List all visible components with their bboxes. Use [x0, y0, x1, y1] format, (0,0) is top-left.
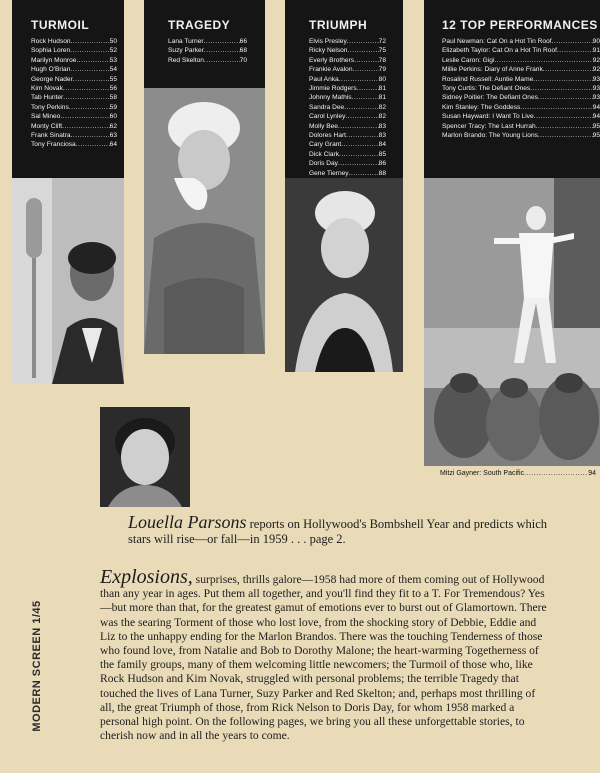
item-page: 91 [592, 47, 600, 55]
item-page: 50 [109, 38, 117, 45]
item-page: 93 [592, 75, 600, 83]
list-item [309, 65, 386, 74]
intro-paragraph [128, 512, 548, 547]
item-name: Sidney Poitier: The Defiant Ones [442, 94, 538, 102]
list-item [309, 159, 386, 168]
leader-dots [76, 56, 109, 65]
item-page: 66 [239, 38, 247, 45]
item-page: 53 [109, 56, 117, 64]
leader-dots [538, 131, 593, 140]
leader-dots [530, 84, 592, 93]
item-name: Jimmie Rodgers [309, 85, 357, 93]
turmoil-panel [12, 0, 124, 178]
item-page: 56 [109, 85, 117, 93]
item-page: 94 [592, 113, 600, 121]
item-name: Kim Novak [31, 85, 63, 93]
item-page: 78 [378, 56, 386, 64]
photo-woman-handkerchief [144, 88, 265, 354]
item-page: 82 [378, 113, 386, 121]
item-page: 63 [109, 132, 117, 140]
article-lead: Explosions, [100, 566, 193, 588]
item-page: 72 [378, 38, 386, 45]
item-page: 79 [378, 66, 386, 74]
leader-dots [344, 103, 378, 112]
list-item [309, 84, 386, 93]
item-page: 85 [378, 150, 386, 158]
item-name: Doris Day [309, 160, 338, 168]
leader-dots [557, 46, 593, 55]
list-item [442, 122, 600, 131]
stage-photo-caption [440, 470, 596, 477]
item-name: Ricky Nelson [309, 47, 348, 55]
item-name: Millie Perkins: Diary of Anne Frank [442, 66, 543, 74]
item-name: Paul Newman: Cat On a Hot Tin Roof [442, 38, 552, 45]
leader-dots [534, 112, 593, 121]
item-name: Carol Lynley [309, 113, 346, 121]
leader-dots [347, 37, 379, 46]
leader-dots [538, 93, 593, 102]
item-name: Dolores Hart [309, 132, 347, 140]
list-item [31, 65, 117, 74]
list-item [31, 75, 117, 84]
item-name: Elvis Presley [309, 38, 347, 45]
item-page: 81 [378, 94, 386, 102]
list-item [309, 122, 386, 131]
item-page: 64 [109, 141, 117, 149]
performances-panel [424, 0, 600, 178]
leader-dots [341, 140, 378, 149]
leader-dots [338, 159, 379, 168]
item-page: 83 [378, 122, 386, 130]
item-page: 92 [592, 66, 600, 74]
tragedy-panel [144, 0, 265, 88]
list-item [442, 93, 600, 102]
item-name: Johnny Mathis [309, 94, 352, 102]
item-name: Leslie Caron: Gigi [442, 56, 495, 64]
leader-dots [69, 103, 110, 112]
list-item [31, 37, 117, 46]
item-page: 55 [109, 75, 117, 83]
photo-smiling-woman [285, 178, 403, 372]
item-page: 95 [592, 122, 600, 130]
leader-dots [60, 112, 109, 121]
list-item [442, 37, 600, 46]
list-item [442, 103, 600, 112]
list-item [309, 131, 386, 140]
list-item [309, 112, 386, 121]
item-name: George Nader [31, 75, 73, 83]
item-name: Monty Clift [31, 122, 63, 130]
item-name: Frank Sinatra [31, 132, 71, 140]
item-name: Rock Hudson [31, 38, 71, 45]
tragedy-title: TRAGEDY [168, 18, 231, 32]
item-name: Frankie Avalon [309, 66, 353, 74]
item-page: 93 [592, 94, 600, 102]
list-item [309, 103, 386, 112]
item-page: 75 [378, 47, 386, 55]
item-page: 86 [378, 160, 386, 168]
item-name: Tony Perkins [31, 103, 69, 111]
photo-louella-parsons [100, 407, 190, 507]
photo-stage-performer [424, 178, 600, 466]
list-item [442, 131, 600, 140]
list-item [309, 46, 386, 55]
list-item [31, 112, 117, 121]
leader-dots [543, 65, 593, 74]
item-name: Elizabeth Taylor: Cat On a Hot Tin Roof [442, 47, 557, 55]
intro-lead: Louella Parsons [128, 512, 247, 532]
leader-dots [357, 84, 379, 93]
article-body [100, 566, 550, 743]
item-page: 58 [109, 94, 117, 102]
leader-dots [349, 169, 379, 178]
turmoil-title: TURMOIL [31, 18, 90, 32]
list-item [309, 37, 386, 46]
item-name: Sandra Dee [309, 103, 345, 111]
list-item [31, 131, 117, 140]
list-item [309, 150, 386, 159]
item-page: 60 [109, 113, 117, 121]
triumph-panel [285, 0, 403, 178]
list-item [309, 93, 386, 102]
leader-dots [62, 122, 110, 131]
list-item [168, 37, 247, 46]
list-item [309, 140, 386, 149]
list-item [31, 140, 117, 149]
item-page: 52 [109, 47, 117, 55]
item-page: 68 [239, 47, 247, 55]
photo-singer-microphone [12, 178, 124, 384]
list-item [442, 46, 600, 55]
item-name: Dick Clark [309, 150, 340, 158]
item-name: Rosalind Russell: Auntie Mame [442, 75, 534, 83]
leader-dots [204, 46, 240, 55]
item-name: Lana Turner [168, 38, 204, 45]
item-name: Everly Brothers [309, 56, 355, 64]
leader-dots [533, 75, 592, 84]
caption-leader-dots [524, 470, 588, 477]
list-item [442, 75, 600, 84]
leader-dots [63, 84, 110, 93]
item-page: 95 [592, 132, 600, 140]
item-page: 93 [592, 85, 600, 93]
item-page: 81 [378, 85, 386, 93]
leader-dots [353, 65, 379, 74]
item-page: 80 [378, 75, 386, 83]
triumph-title: TRIUMPH [309, 18, 368, 32]
item-name: Suzy Parker [168, 47, 204, 55]
leader-dots [345, 112, 378, 121]
list-item [442, 84, 600, 93]
item-page: 88 [378, 169, 386, 177]
item-page: 92 [592, 56, 600, 64]
side-masthead-text: MODERN SCREEN 1/45 [31, 600, 43, 732]
list-item [31, 93, 117, 102]
item-name: Gene Tierney [309, 169, 349, 177]
caption-page: 94 [588, 470, 596, 477]
item-name: Hugh O'Brian [31, 66, 71, 74]
performances-title: 12 TOP PERFORMANCES [442, 18, 598, 32]
leader-dots [204, 56, 240, 65]
performances-list [442, 37, 600, 140]
list-item [309, 56, 386, 65]
leader-dots [536, 122, 593, 131]
item-name: Red Skelton [168, 56, 204, 64]
item-page: 59 [109, 103, 117, 111]
item-name: Paul Anka [309, 75, 339, 83]
item-page: 70 [239, 56, 247, 64]
leader-dots [63, 93, 109, 102]
leader-dots [70, 46, 109, 55]
item-name: Marlon Brando: The Young Lions [442, 132, 538, 140]
list-item [442, 112, 600, 121]
leader-dots [338, 122, 379, 131]
tragedy-list [168, 37, 247, 65]
item-page: 54 [109, 66, 117, 74]
list-item [31, 84, 117, 93]
item-page: 90 [592, 38, 600, 45]
caption-name: Mitzi Gayner: South Pacific [440, 470, 525, 477]
list-item [31, 46, 117, 55]
item-name: Tony Franciosa [31, 141, 76, 149]
item-name: Spencer Tracy: The Last Hurrah [442, 122, 536, 130]
item-page: 83 [378, 132, 386, 140]
leader-dots [494, 56, 592, 65]
leader-dots [204, 37, 240, 46]
list-item [31, 103, 117, 112]
intro-text: reports on Hollywood's Bombshell Year and predicts which stars will rise—or fall—in 1959 . . . page 2. [128, 517, 547, 546]
item-page: 62 [109, 122, 117, 130]
leader-dots [520, 103, 592, 112]
list-item [309, 169, 386, 178]
leader-dots [73, 75, 110, 84]
item-name: Marilyn Monroe [31, 56, 77, 64]
leader-dots [347, 46, 378, 55]
item-name: Kim Stanley: The Goddess [442, 103, 521, 111]
leader-dots [339, 75, 379, 84]
list-item [168, 56, 247, 65]
list-item [309, 75, 386, 84]
item-name: Tab Hunter [31, 94, 64, 102]
leader-dots [552, 37, 593, 46]
list-item [168, 46, 247, 55]
item-name: Cary Grant [309, 141, 342, 149]
triumph-list [309, 37, 386, 178]
item-name: Sal Mineo [31, 113, 61, 121]
leader-dots [339, 150, 379, 159]
item-name: Molly Bee [309, 122, 338, 130]
leader-dots [76, 140, 110, 149]
list-item [442, 56, 600, 65]
item-name: Tony Curtis: The Defiant Ones [442, 85, 531, 93]
leader-dots [71, 37, 110, 46]
item-page: 84 [378, 141, 386, 149]
leader-dots [354, 56, 379, 65]
list-item [442, 65, 600, 74]
leader-dots [71, 131, 110, 140]
item-page: 82 [378, 103, 386, 111]
item-page: 94 [592, 103, 600, 111]
article-text: surprises, thrills galore—1958 had more of them coming out of Hollywood than any year in ages. Put them all together, and you'll find they fit to a T. For Tremendous? Yes—but more than that, for the greatest gamut of emotions ever to burst out of Glamortown. There was the searing Torment of those who lost love, from the shocking story of Debbie, Eddie and Liz to the unhappy ending for the Marlon Brandos. There was the touching Tenderness of those who found love, from Natalie and Bob to Dorothy Malone; the heart-warming Togetherness of the family groups, many of them welcoming little newcomers; the Turmoil of those who, like Rock Hudson and Kim Novak, struggled with personal problems; the terrible Tragedy that touched the lives of Lana Turner, Suzy Parker and Red Skelton; and, perhaps most thrilling of all, the great Triumph of those, from Rick Nelson to Doris Day, for whom 1958 marked a personal high point. On the following pages, we bring you all these unforgettable stories, to cherish now and in all the years to come. [100, 573, 547, 743]
list-item [31, 122, 117, 131]
item-name: Sophia Loren [31, 47, 71, 55]
list-item [31, 56, 117, 65]
leader-dots [70, 65, 109, 74]
turmoil-list [31, 37, 117, 150]
item-name: Susan Hayward: I Want To Live [442, 113, 534, 121]
leader-dots [352, 93, 379, 102]
leader-dots [346, 131, 379, 140]
